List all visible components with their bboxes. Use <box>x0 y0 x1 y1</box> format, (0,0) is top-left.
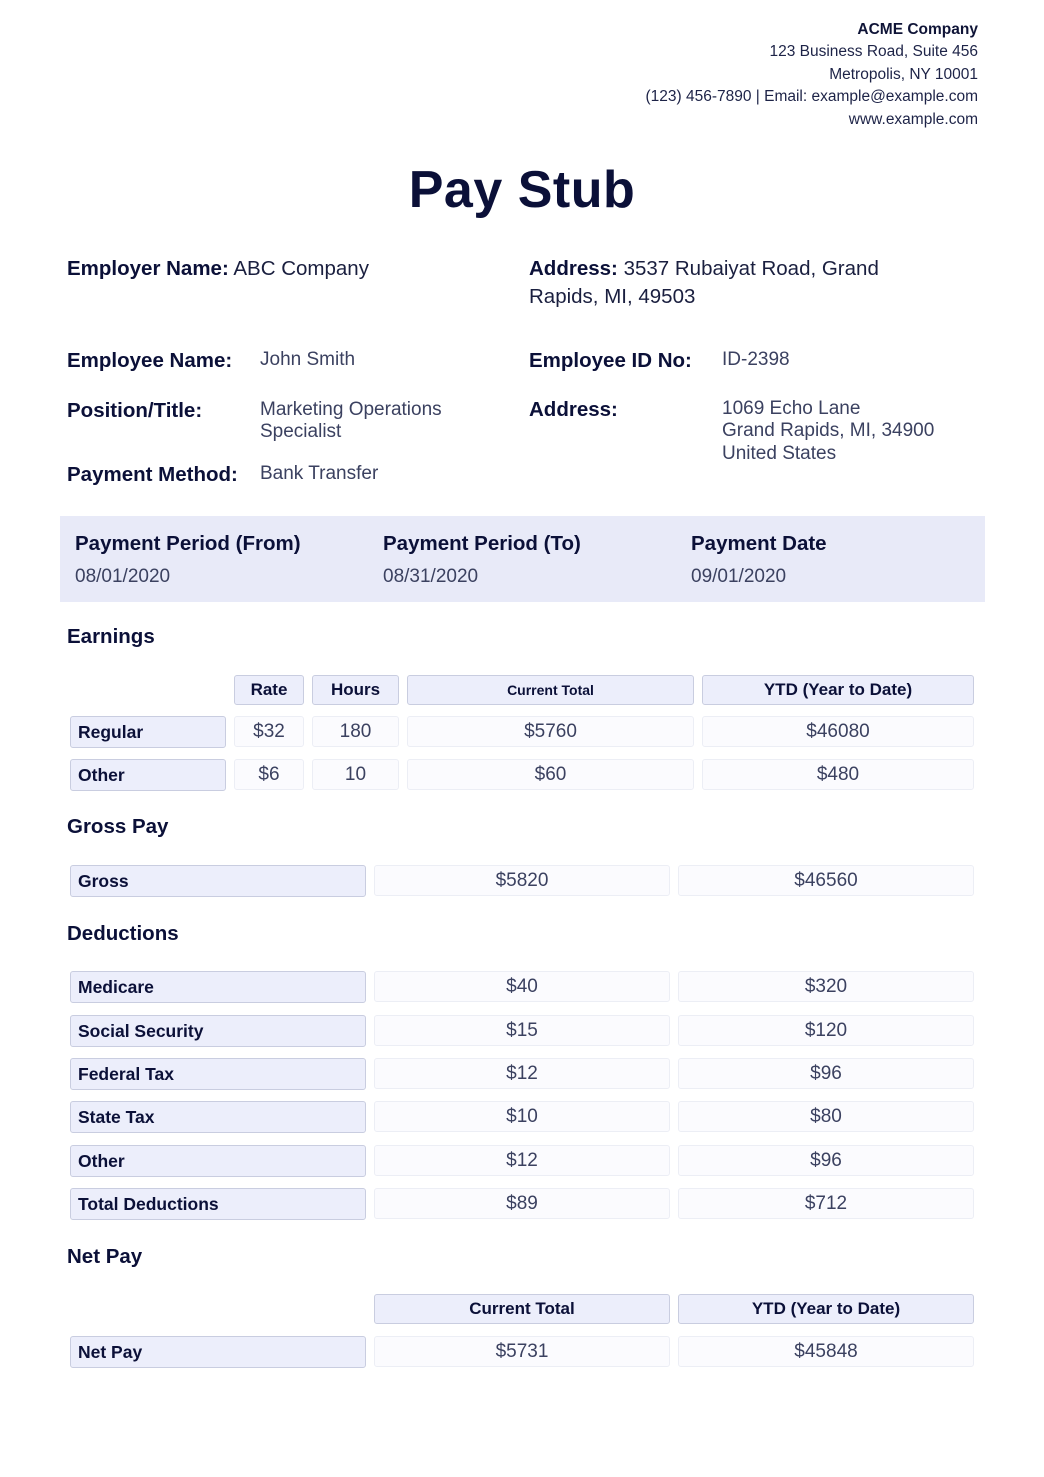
employer-name: ABC Company <box>233 257 369 280</box>
deduction-row-label: Other <box>70 1145 366 1177</box>
net-pay-ytd: $45848 <box>678 1336 974 1367</box>
company-address-line1: 123 Business Road, Suite 456 <box>769 43 978 61</box>
deduction-cell-current: $12 <box>374 1058 670 1089</box>
period-to-value: 08/31/2020 <box>383 566 479 587</box>
deduction-row-label: State Tax <box>70 1101 366 1133</box>
company-info <box>645 19 978 131</box>
employee-id-label: Employee ID No: <box>529 349 692 372</box>
period-from-value: 08/01/2020 <box>75 566 171 587</box>
gross-cell-current: $5820 <box>374 865 670 896</box>
payment-method-label: Payment Method: <box>67 463 238 486</box>
employer-name-label: Employer Name: <box>67 257 229 280</box>
employer-address-row <box>529 255 909 310</box>
deduction-cell-ytd: $120 <box>678 1015 974 1046</box>
net-pay-heading: Net Pay <box>67 1245 143 1268</box>
earnings-col-hours: Hours <box>312 675 399 705</box>
period-to <box>383 532 581 588</box>
period-to-label: Payment Period (To) <box>383 532 581 555</box>
earnings-col-current: Current Total <box>407 675 694 705</box>
employee-address-line1: 1069 Echo Lane <box>722 398 861 419</box>
employee-id: ID-2398 <box>722 349 790 370</box>
payment-method-value: Bank Transfer <box>260 463 379 484</box>
gross-row-label: Gross <box>70 865 366 897</box>
earnings-cell-ytd: $46080 <box>702 716 974 747</box>
deduction-cell-current: $40 <box>374 971 670 1002</box>
deduction-cell-ytd: $96 <box>678 1058 974 1089</box>
employee-address-line2: Grand Rapids, MI, 34900 <box>722 420 935 442</box>
deduction-cell-ytd: $320 <box>678 971 974 1002</box>
employer-name-row <box>67 255 369 283</box>
payment-date <box>691 532 827 588</box>
earnings-cell-current: $60 <box>407 759 694 790</box>
deductions-heading: Deductions <box>67 922 179 945</box>
employee-name-label: Employee Name: <box>67 349 233 372</box>
page-title: Pay Stub <box>408 161 636 219</box>
employee-name: John Smith <box>260 349 356 370</box>
deduction-row-label: Federal Tax <box>70 1058 366 1090</box>
company-website: www.example.com <box>848 110 978 128</box>
earnings-col-rate: Rate <box>234 675 304 705</box>
earnings-col-ytd: YTD (Year to Date) <box>702 675 974 705</box>
employer-address: 3537 Rubaiyat Road, Grand Rapids, MI, 49503 <box>529 257 879 308</box>
net-pay-row-label: Net Pay <box>70 1336 366 1368</box>
total-deductions-ytd: $712 <box>678 1188 974 1219</box>
company-contact: (123) 456-7890 | Email: example@example.com <box>645 88 978 106</box>
earnings-row-label: Other <box>70 759 226 791</box>
employee-address-label: Address: <box>529 398 618 421</box>
period-from-label: Payment Period (From) <box>75 532 301 555</box>
deduction-cell-current: $10 <box>374 1101 670 1132</box>
employee-address <box>722 398 934 465</box>
payment-date-label: Payment Date <box>691 532 827 555</box>
deduction-cell-ytd: $80 <box>678 1101 974 1132</box>
gross-pay-heading: Gross Pay <box>67 815 169 838</box>
earnings-cell-current: $5760 <box>407 716 694 747</box>
gross-cell-ytd: $46560 <box>678 865 974 896</box>
payment-period-band <box>60 516 985 602</box>
position-value: Marketing Operations Specialist <box>260 399 442 443</box>
position-label: Position/Title: <box>67 399 203 422</box>
total-deductions-label: Total Deductions <box>70 1188 366 1220</box>
earnings-cell-rate: $6 <box>234 759 304 790</box>
earnings-cell-ytd: $480 <box>702 759 974 790</box>
net-col-ytd: YTD (Year to Date) <box>678 1294 974 1324</box>
deduction-cell-current: $15 <box>374 1015 670 1046</box>
net-pay-current: $5731 <box>374 1336 670 1367</box>
deduction-row-label: Medicare <box>70 971 366 1003</box>
earnings-cell-hours: 180 <box>312 716 399 747</box>
net-col-current: Current Total <box>374 1294 670 1324</box>
employer-address-label: Address: <box>529 257 618 280</box>
earnings-cell-rate: $32 <box>234 716 304 747</box>
total-deductions-current: $89 <box>374 1188 670 1219</box>
earnings-cell-hours: 10 <box>312 759 399 790</box>
period-from <box>75 532 301 588</box>
company-name: ACME Company <box>857 21 978 38</box>
payment-date-value: 09/01/2020 <box>691 566 787 587</box>
earnings-heading: Earnings <box>67 625 155 648</box>
deduction-cell-ytd: $96 <box>678 1145 974 1176</box>
company-address-line2: Metropolis, NY 10001 <box>829 65 978 83</box>
employee-address-line3: United States <box>722 442 837 464</box>
earnings-row-label: Regular <box>70 716 226 748</box>
deduction-row-label: Social Security <box>70 1015 366 1047</box>
deduction-cell-current: $12 <box>374 1145 670 1176</box>
